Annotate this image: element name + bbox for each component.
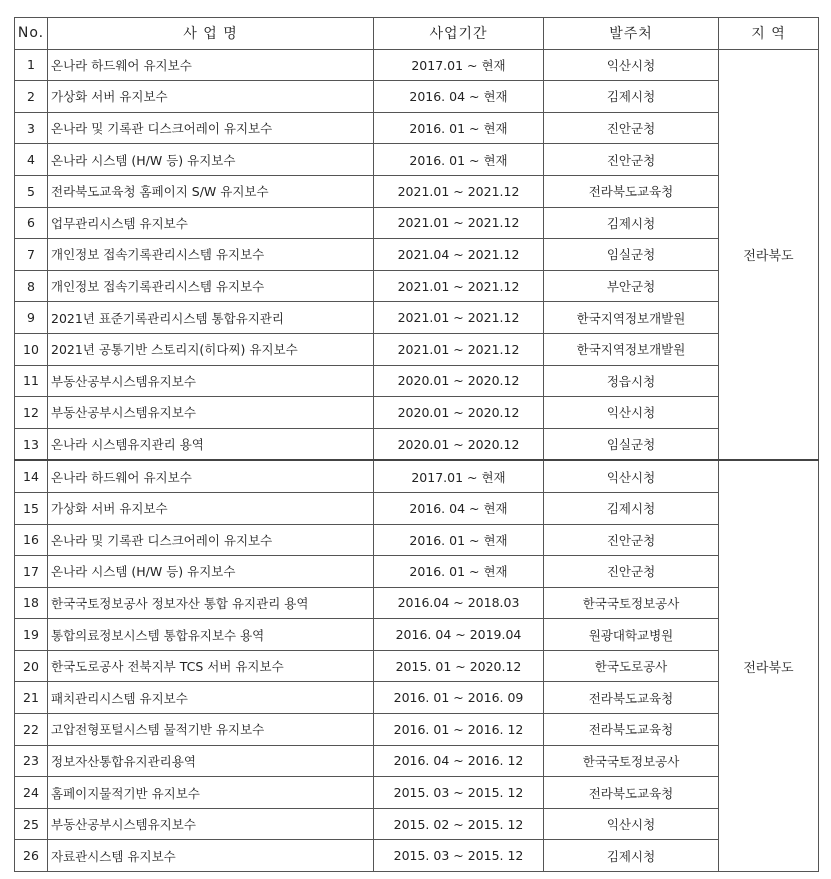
row-period: 2021.01 ~ 2021.12 [374,302,544,334]
row-client: 김제시청 [544,492,719,524]
row-period: 2015. 03 ~ 2015. 12 [374,840,544,872]
row-period: 2016. 04 ~ 2019.04 [374,619,544,651]
row-client: 전라북도교육청 [544,175,719,207]
row-name: 가상화 서버 유지보수 [48,492,374,524]
row-client: 한국국토정보공사 [544,745,719,777]
row-period: 2016. 01 ~ 2016. 09 [374,682,544,714]
row-no: 22 [15,714,48,746]
header-row [15,18,819,50]
row-name: 업무관리시스템 유지보수 [48,207,374,239]
header-name: 사 업 명 [48,18,374,50]
table-row [15,175,819,207]
row-name: 2021년 공통기반 스토리지(히다찌) 유지보수 [48,333,374,365]
row-name: 온나라 하드웨어 유지보수 [48,460,374,492]
table-row [15,302,819,334]
row-name: 패치관리시스템 유지보수 [48,682,374,714]
table-row [15,365,819,397]
row-no: 6 [15,207,48,239]
row-name: 전라북도교육청 홈페이지 S/W 유지보수 [48,175,374,207]
row-client: 정읍시청 [544,365,719,397]
row-no: 15 [15,492,48,524]
table-row [15,49,819,81]
table-row [15,112,819,144]
row-client: 한국지역정보개발원 [544,302,719,334]
table-row [15,207,819,239]
row-period: 2016. 04 ~ 현재 [374,81,544,113]
row-client: 익산시청 [544,397,719,429]
row-name: 한국도로공사 전북지부 TCS 서버 유지보수 [48,650,374,682]
row-no: 7 [15,239,48,271]
row-no: 10 [15,333,48,365]
table-row [15,745,819,777]
row-name: 고압전형포털시스템 물적기반 유지보수 [48,714,374,746]
row-client: 익산시청 [544,49,719,81]
row-name: 자료관시스템 유지보수 [48,840,374,872]
row-no: 25 [15,808,48,840]
row-period: 2017.01 ~ 현재 [374,49,544,81]
table-row [15,524,819,556]
project-table [14,17,819,872]
row-no: 14 [15,460,48,492]
row-no: 3 [15,112,48,144]
row-no: 9 [15,302,48,334]
row-period: 2016. 04 ~ 현재 [374,492,544,524]
row-period: 2016. 01 ~ 2016. 12 [374,714,544,746]
row-client: 전라북도교육청 [544,714,719,746]
row-period: 2021.01 ~ 2021.12 [374,270,544,302]
row-no: 16 [15,524,48,556]
row-period: 2021.01 ~ 2021.12 [374,175,544,207]
row-period: 2016. 01 ~ 현재 [374,524,544,556]
row-name: 통합의료정보시스템 통합유지보수 용역 [48,619,374,651]
table-row [15,270,819,302]
row-no: 12 [15,397,48,429]
row-period: 2016. 01 ~ 현재 [374,112,544,144]
row-client: 원광대학교병원 [544,619,719,651]
row-client: 진안군청 [544,112,719,144]
table-row [15,587,819,619]
table-row [15,81,819,113]
table-row [15,714,819,746]
row-client: 김제시청 [544,81,719,113]
row-client: 부안군청 [544,270,719,302]
table-row [15,428,819,460]
row-client: 한국도로공사 [544,650,719,682]
row-region: 전라북도 [719,460,819,871]
table-body [15,49,819,871]
header-client: 발주처 [544,18,719,50]
row-no: 4 [15,144,48,176]
row-client: 진안군청 [544,144,719,176]
table-row [15,397,819,429]
row-period: 2016.04 ~ 2018.03 [374,587,544,619]
table-row [15,239,819,271]
row-name: 개인정보 접속기록관리시스템 유지보수 [48,239,374,271]
row-period: 2016. 01 ~ 현재 [374,556,544,588]
table-row [15,808,819,840]
row-no: 19 [15,619,48,651]
row-client: 전라북도교육청 [544,682,719,714]
row-period: 2020.01 ~ 2020.12 [374,365,544,397]
row-name: 홈페이지물적기반 유지보수 [48,777,374,809]
row-name: 온나라 및 기록관 디스크어레이 유지보수 [48,112,374,144]
row-name: 온나라 하드웨어 유지보수 [48,49,374,81]
row-no: 2 [15,81,48,113]
row-name: 한국국토정보공사 정보자산 통합 유지관리 용역 [48,587,374,619]
table-row [15,777,819,809]
row-client: 진안군청 [544,524,719,556]
row-no: 26 [15,840,48,872]
row-client: 한국국토정보공사 [544,587,719,619]
row-client: 진안군청 [544,556,719,588]
row-no: 24 [15,777,48,809]
row-name: 온나라 시스템 (H/W 등) 유지보수 [48,556,374,588]
row-period: 2016. 04 ~ 2016. 12 [374,745,544,777]
row-period: 2015. 02 ~ 2015. 12 [374,808,544,840]
row-period: 2021.01 ~ 2021.12 [374,333,544,365]
row-name: 가상화 서버 유지보수 [48,81,374,113]
row-period: 2015. 03 ~ 2015. 12 [374,777,544,809]
row-no: 20 [15,650,48,682]
header-no: No. [15,18,48,50]
row-client: 익산시청 [544,808,719,840]
row-period: 2016. 01 ~ 현재 [374,144,544,176]
header-region: 지 역 [719,18,819,50]
row-name: 부동산공부시스템유지보수 [48,808,374,840]
row-period: 2021.04 ~ 2021.12 [374,239,544,271]
row-no: 21 [15,682,48,714]
row-client: 한국지역정보개발원 [544,333,719,365]
row-name: 2021년 표준기록관리시스템 통합유지관리 [48,302,374,334]
row-period: 2021.01 ~ 2021.12 [374,207,544,239]
row-no: 17 [15,556,48,588]
row-name: 온나라 시스템유지관리 용역 [48,428,374,460]
row-name: 개인정보 접속기록관리시스템 유지보수 [48,270,374,302]
row-no: 13 [15,428,48,460]
row-name: 정보자산통합유지관리용역 [48,745,374,777]
row-name: 부동산공부시스템유지보수 [48,365,374,397]
row-name: 온나라 시스템 (H/W 등) 유지보수 [48,144,374,176]
header-period: 사업기간 [374,18,544,50]
row-client: 김제시청 [544,207,719,239]
row-client: 전라북도교육청 [544,777,719,809]
row-no: 18 [15,587,48,619]
row-no: 8 [15,270,48,302]
row-no: 11 [15,365,48,397]
table-row [15,460,819,492]
table-row [15,650,819,682]
table-row [15,556,819,588]
row-name: 부동산공부시스템유지보수 [48,397,374,429]
table-row [15,840,819,872]
table-row [15,333,819,365]
table-row [15,144,819,176]
table-row [15,492,819,524]
row-region: 전라북도 [719,49,819,460]
row-client: 익산시청 [544,460,719,492]
row-period: 2020.01 ~ 2020.12 [374,428,544,460]
row-no: 5 [15,175,48,207]
row-period: 2017.01 ~ 현재 [374,460,544,492]
row-name: 온나라 및 기록관 디스크어레이 유지보수 [48,524,374,556]
row-period: 2020.01 ~ 2020.12 [374,397,544,429]
row-period: 2015. 01 ~ 2020.12 [374,650,544,682]
row-client: 김제시청 [544,840,719,872]
table-row [15,619,819,651]
row-client: 임실군청 [544,239,719,271]
row-client: 임실군청 [544,428,719,460]
table-row [15,682,819,714]
row-no: 23 [15,745,48,777]
row-no: 1 [15,49,48,81]
